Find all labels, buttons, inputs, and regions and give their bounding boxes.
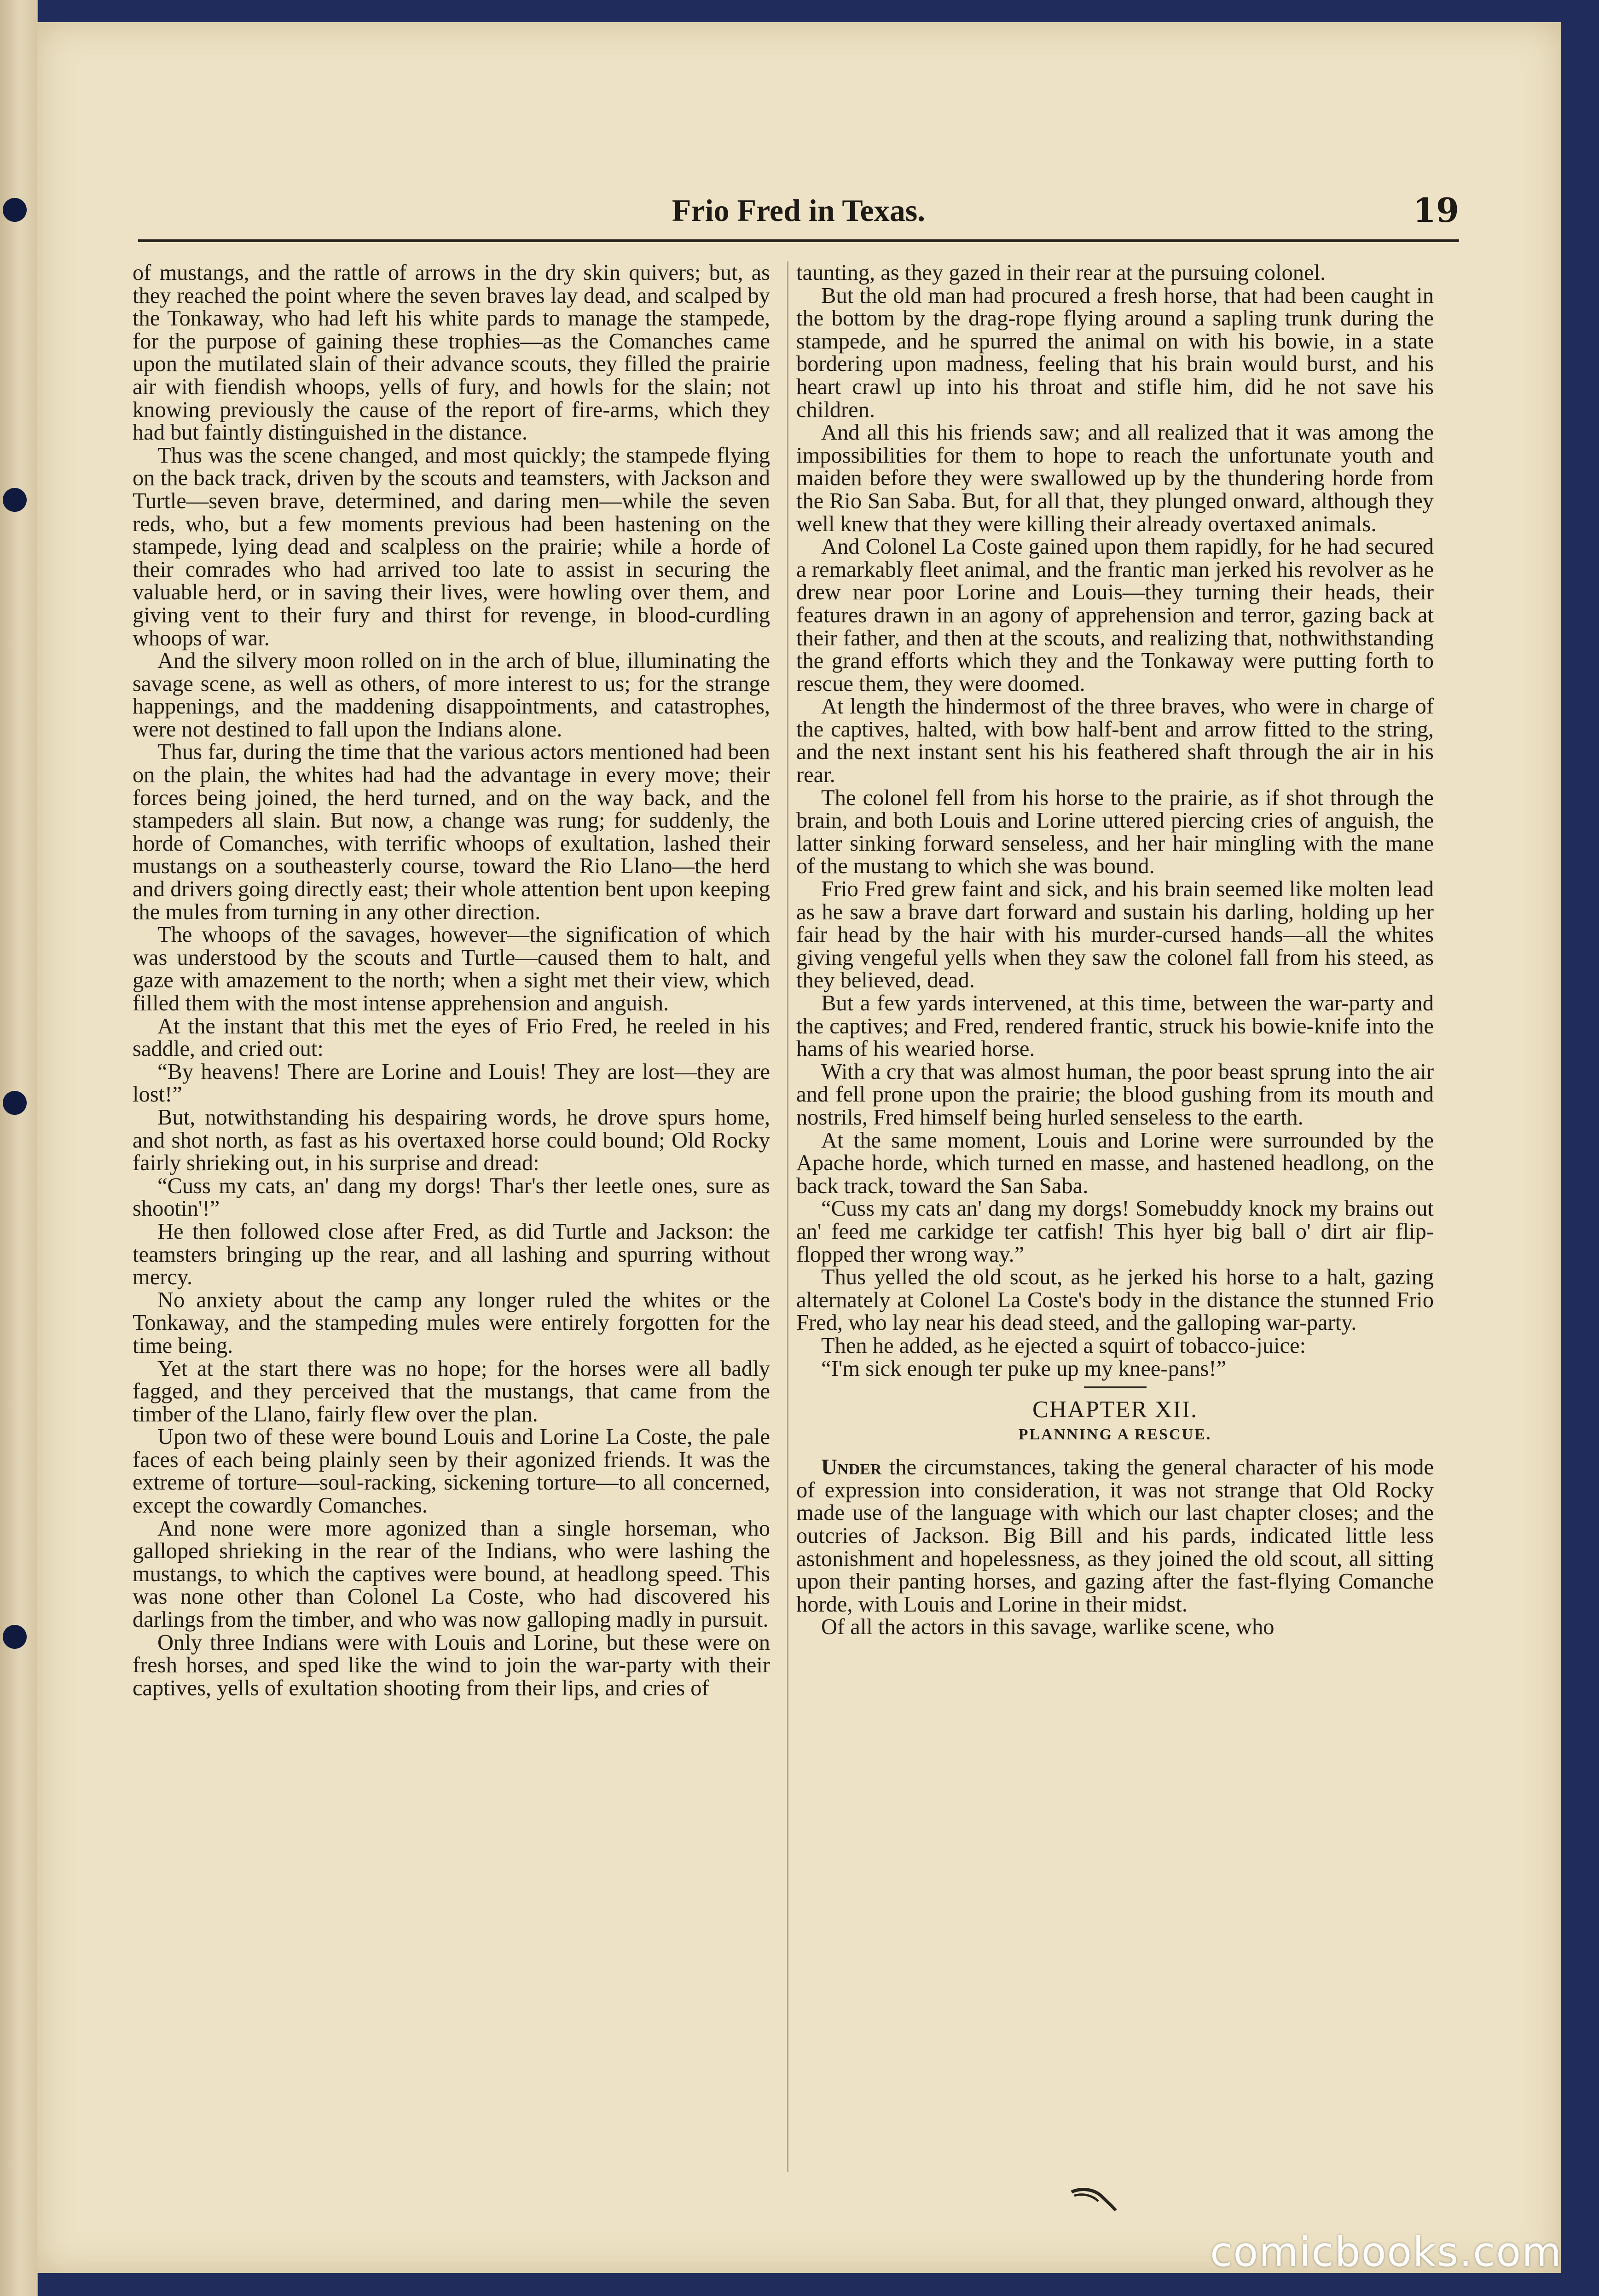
chapter-first-paragraph: [796, 1456, 1434, 1616]
paragraph: Upon two of these were bound Louis and Lorine La Coste, the pale faces of each being plainly seen by their agonized friends. It was the extreme of torture—soul-racking, sickening torture—to all concerned, except the cowardly Comanches.: [133, 1425, 770, 1518]
chapter-lead-word: Under: [821, 1455, 882, 1480]
column-divider: [787, 261, 788, 2172]
paragraph: The colonel fell from his horse to the prairie, as if shot through the brain, and both Louis and Lorine uttered piercing cries of anguish, the latter sinking forward senseless, and her hair mingling with the mane of the mustang to which she was bound.: [796, 785, 1434, 879]
paragraph: He then followed close after Fred, as did Turtle and Jackson: the teamsters bringing up the rear, and all lashing and spurring without mercy.: [133, 1219, 770, 1290]
paragraph: At the instant that this met the eyes of Frio Fred, he reeled in his saddle, and cried out:: [133, 1014, 770, 1061]
staple-hole: [3, 1625, 27, 1649]
right-text-column: [796, 261, 1434, 1639]
paragraph: of mustangs, and the rattle of arrows in the dry skin quivers; but, as they reached the point where the seven braves lay dead, and scalped by the Tonkaway, who had left his white pards to manage the stampede, for the purpose of gaining these trophies—as the Comanches came upon the mutilated slain of their advance scouts, they filled the prairie air with fiendish whoops, yells of fury, and howls for the slain; not knowing previously the cause of the report of fire-arms, which they had but faintly distinguished in the distance.: [133, 261, 770, 445]
watermark: comicbooks.com: [1210, 2228, 1562, 2276]
staple-hole: [3, 488, 27, 512]
staple-hole: [3, 198, 27, 222]
paragraph: Frio Fred grew faint and sick, and his brain seemed like molten lead as he saw a brave dart forward and sustain his darling, holding up her fair head by the hair with his murder-cursed hands—all the whites giving vengeful yells when they saw the colonel fall from his steed, as they believed, dead.: [796, 877, 1434, 993]
paragraph: No anxiety about the camp any longer ruled the whites or the Tonkaway, and the stampeding mules were entirely forgotten for the time being.: [133, 1287, 770, 1358]
staple-hole: [3, 1091, 27, 1115]
paragraph: At the same moment, Louis and Lorine were surrounded by the Apache horde, which turned en masse, and hastened headlong, on the back track, toward the San Saba.: [796, 1128, 1434, 1198]
paragraph: The whoops of the savages, however—the signification of which was understood by the scouts and Turtle—caused them to halt, and gaze with amazement to the north; when a sight met their view, which filled them with the most intense apprehension and anguish.: [133, 922, 770, 1015]
page-header: [138, 174, 1459, 243]
left-text-column: [133, 261, 770, 1699]
page-number: 19: [1413, 191, 1459, 230]
paragraph: Of all the actors in this savage, warlike scene, who: [821, 1615, 1275, 1640]
paragraph: At length the hindermost of the three braves, who were in charge of the captives, halted, with bow half-bent and arrow fitted to the string, and the next instant sent his his feathered shaft through the air in his rear.: [796, 694, 1434, 788]
right-column-lower-text: [796, 1616, 1434, 1639]
paragraph: But the old man had procured a fresh horse, that had been caught in the bottom by the drag-rope flying around a sapling trunk during the stampede, and he spurred the animal on with his bowie, in a state bordering upon madness, feeling that his brain would burst, and his heart crawl up into his throat and stifle him, did he not save his children.: [796, 283, 1434, 422]
paragraph: And all this his friends saw; and all realized that it was among the impossibilities for them to hope to reach the unfortunate youth and maiden before they were swallowed up by the thundering horde from the Rio San Saba. But, for all that, they plunged onward, although they well knew that they were killing their already overtaxed animals.: [796, 420, 1434, 536]
paragraph: “I'm sick enough ter puke up my knee-pans!”: [821, 1356, 1227, 1381]
chapter-heading: CHAPTER XII.: [1032, 1397, 1198, 1423]
printer-ornament-icon: [1068, 2186, 1118, 2213]
chapter-first-text: the circumstances, taking the general character of his mode of expression into consideration, it was not strange that Old Rocky made use of the language with which our last chapter closes; and the outcries of Jackson. Big Bill and his pards, indicated little less astonishment and hopelessness, as they joined the old scout, all sitting upon their panting horses, and gazing after the fast-flying Comanche horde, with Louis and Lorine in their midst.: [796, 1455, 1434, 1617]
running-title: Frio Fred in Texas.: [672, 193, 926, 228]
chapter-ornament-rule: [1084, 1386, 1147, 1388]
paragraph: Only three Indians were with Louis and Lorine, but these were on fresh horses, and sped like the wind to join the war-party with their captives, yells of exultation shooting from their lips, and cries of: [133, 1630, 770, 1700]
paragraph: “By heavens! There are Lorine and Louis! They are lost—they are lost!”: [133, 1059, 770, 1107]
paragraph: And none were more agonized than a single horseman, who galloped shrieking in the rear of the Indians, who were lashing the mustangs, to which the captives were bound, at headlong speed. This was none other than Colonel La Coste, who had discovered his darlings from the timber, and who was now galloping madly in pursuit.: [133, 1516, 770, 1632]
binding-spine: [0, 0, 38, 2296]
book-page: [37, 22, 1561, 2273]
paragraph: And Colonel La Coste gained upon them rapidly, for he had secured a remarkably fleet animal, and the frantic man jerked his revolver as he drew near poor Lorine and Louis—they turning their heads, their features drawn in an agony of apprehension and terror, gazing back at their father, and then at the scouts, and realizing that, nothwithstanding the grand efforts which they and the Tonkaway were putting forth to rescue them, they were doomed.: [796, 534, 1434, 696]
paragraph: Thus yelled the old scout, as he jerked his horse to a halt, gazing alternately at Colonel La Coste's body in the distance the stunned Frio Fred, who lay near his dead steed, and the galloping war-party.: [796, 1265, 1434, 1335]
paragraph: “Cuss my cats an' dang my dorgs! Somebuddy knock my brains out an' feed me carkidge ter catfish! This hyer big ball o' dirt air flip-flopped ther wrong way.”: [796, 1196, 1434, 1267]
paragraph: Thus far, during the time that the various actors mentioned had been on the plain, the whites had had the advantage in every move; their forces being joined, the herd turned, and on the way back, and the stampeders all slain. But now, a change was rung; for suddenly, the horde of Comanches, with terrific whoops of exultation, lashed their mustangs on a southeasterly course, toward the Rio Llano—the herd and drivers going directly east; their whole attention bent upon keeping the mules from turning in any other direction.: [133, 740, 770, 924]
paragraph: Thus was the scene changed, and most quickly; the stampede flying on the back track, driven by the scouts and teamsters, with Jackson and Turtle—seven brave, determined, and daring men—while the seven reds, who, but a few moments previous had been hastening on the stampede, lying dead and scalpless on the prairie; while a horde of their comrades who had arrived too late to assist in securing the valuable herd, or in saving their lives, were howling over them, and giving vent to their fury and thirst for revenge, in blood-curdling whoops of war.: [133, 443, 770, 650]
chapter-subheading: PLANNING A RESCUE.: [1018, 1426, 1212, 1443]
paragraph: With a cry that was almost human, the poor beast sprung into the air and fell prone upon the prairie; the blood gushing from its mouth and nostrils, Fred himself being hurled senseless to the earth.: [796, 1059, 1434, 1130]
paragraph: Then he added, as he ejected a squirt of tobacco-juice:: [821, 1333, 1306, 1358]
paragraph: But, notwithstanding his despairing words, he drove spurs home, and shot north, as fast as his overtaxed horse could bound; Old Rocky fairly shrieking out, in his surprise and dread:: [133, 1105, 770, 1176]
header-rule: [138, 239, 1459, 242]
paragraph: “Cuss my cats, an' dang my dorgs! Thar's ther leetle ones, sure as shootin'!”: [133, 1173, 770, 1221]
paragraph: taunting, as they gazed in their rear at the pursuing colonel.: [796, 261, 1326, 285]
paragraph: Yet at the start there was no hope; for the horses were all badly fagged, and they perceived that the mustangs, that came from the timber of the Llano, fairly flew over the plan.: [133, 1356, 770, 1426]
paragraph: And the silvery moon rolled on in the arch of blue, illuminating the savage scene, as well as others, of more interest to us; for the strange happenings, and the maddening disappointments, and catastrophes, were not destined to fall upon the Indians alone.: [133, 649, 770, 742]
paragraph: But a few yards intervened, at this time, between the war-party and the captives; and Fred, rendered frantic, struck his bowie-knife into the hams of his wearied horse.: [796, 991, 1434, 1061]
right-column-upper-text: [796, 261, 1434, 1380]
